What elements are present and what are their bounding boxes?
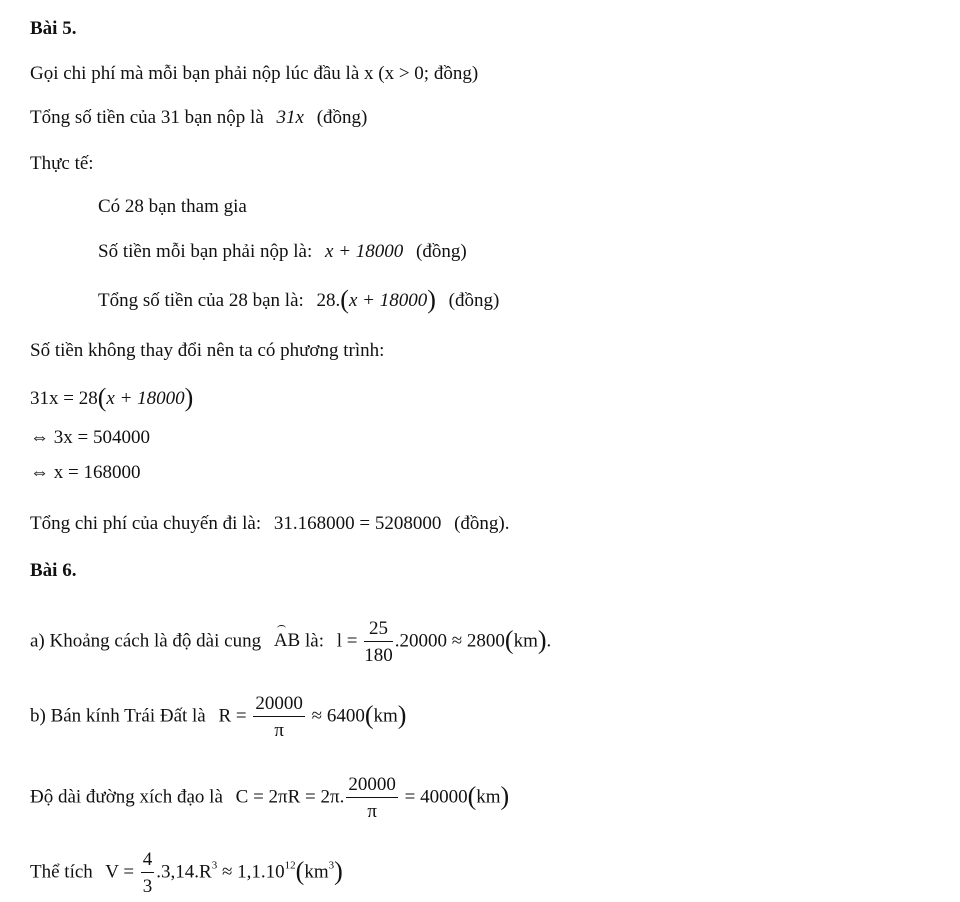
bai6-c-eq: C = 2πR = 2π. xyxy=(235,786,345,808)
bai5-equation-1-b: x + 18000 xyxy=(106,388,185,409)
bai6-a-l: l = xyxy=(336,630,358,652)
bai6-b-rest: ≈ 6400 xyxy=(311,705,365,727)
bai5-line-8-unit: (đồng). xyxy=(454,513,510,534)
fraction-25-180 xyxy=(364,619,393,665)
bai6-a-unit: km xyxy=(513,630,538,652)
close-paren: ) xyxy=(537,625,547,655)
bai6-a-text: a) Khoảng cách là độ dài cung xyxy=(30,630,262,652)
close-paren: ) xyxy=(397,700,407,730)
fraction-numerator: 4 xyxy=(141,850,155,873)
bai6-c-unit: km xyxy=(476,786,501,808)
bai6-part-c xyxy=(30,775,509,821)
open-paren: ( xyxy=(340,285,349,314)
fraction-denominator: π xyxy=(274,720,284,741)
bai5-heading: Bài 5. xyxy=(30,18,77,39)
bai6-part-b xyxy=(30,694,406,740)
bai5-line-6 xyxy=(98,285,500,314)
open-paren: ( xyxy=(364,700,374,730)
bai6-d-V: V = xyxy=(105,861,135,883)
bai5-line-5 xyxy=(98,240,467,264)
bai5-line-6-unit: (đồng) xyxy=(448,290,500,311)
bai5-line-6-text: Tổng số tiền của 28 bạn là: xyxy=(98,290,304,311)
fraction-numerator: 20000 xyxy=(253,694,305,717)
bai5-line-6-math-a: 28. xyxy=(316,290,341,311)
bai5-equation-1 xyxy=(30,383,194,412)
bai5-equation-1-a: 31x = 28 xyxy=(30,388,98,409)
open-paren: ( xyxy=(467,781,477,811)
bai5-line-5-unit: (đồng) xyxy=(416,241,467,262)
arc-ab: AB xyxy=(273,630,301,652)
close-paren: ) xyxy=(500,781,510,811)
bai6-part-d xyxy=(30,850,343,896)
bai5-line-2-unit: (đồng) xyxy=(316,107,368,128)
fraction-denominator: 180 xyxy=(364,645,393,666)
bai6-b-R: R = xyxy=(218,705,247,727)
bai5-line-7: Số tiền không thay đổi nên ta có phương trình: xyxy=(30,340,385,361)
exponent: 3 xyxy=(328,859,335,872)
bai5-line-2-math: 31x xyxy=(276,107,304,128)
fraction-denominator: π xyxy=(367,801,377,822)
bai6-d-approx: ≈ 1,1.10 xyxy=(221,861,285,883)
bai6-heading: Bài 6. xyxy=(30,560,77,581)
bai6-c-text: Độ dài đường xích đạo là xyxy=(30,786,223,808)
bai6-d-unit: km xyxy=(304,861,329,883)
bai5-equation-3: ⇔ x = 168000 xyxy=(30,462,141,483)
bai5-line-4: Có 28 bạn tham gia xyxy=(98,196,247,217)
bai6-a-rest: .20000 ≈ 2800 xyxy=(394,630,505,652)
bai5-line-2 xyxy=(30,106,367,130)
bai5-equation-2: ⇔ 3x = 504000 xyxy=(30,427,150,448)
bai5-line-5-text: Số tiền mỗi bạn phải nộp là: xyxy=(98,241,313,262)
bai6-d-rest: .3,14.R xyxy=(156,861,212,883)
bai5-line-5-math: x + 18000 xyxy=(325,241,404,262)
fraction-20000-pi xyxy=(346,775,398,821)
fraction-4-3 xyxy=(141,850,155,896)
open-paren: ( xyxy=(97,383,107,412)
close-paren: ) xyxy=(334,856,343,886)
close-paren: ) xyxy=(427,285,436,314)
bai5-line-1: Gọi chi phí mà mỗi bạn phải nộp lúc đầu là x (x > 0; đồng) xyxy=(30,63,479,84)
bai6-c-rest: = 40000 xyxy=(404,786,468,808)
close-paren: ) xyxy=(184,383,194,412)
bai5-line-2-text: Tổng số tiền của 31 bạn nộp là xyxy=(30,107,264,128)
exponent: 3 xyxy=(211,859,218,872)
bai5-line-8-text: Tổng chi phí của chuyến đi là: xyxy=(30,513,262,534)
open-paren: ( xyxy=(295,856,305,886)
fraction-numerator: 20000 xyxy=(346,775,398,798)
fraction-denominator: 3 xyxy=(142,876,153,897)
bai6-d-text: Thể tích xyxy=(30,861,93,883)
bai5-line-3: Thực tế: xyxy=(30,153,94,174)
exponent: 12 xyxy=(284,859,296,872)
fraction-20000-pi xyxy=(253,694,305,740)
bai6-a-la: là: xyxy=(304,630,324,652)
bai6-part-a: a) Khoảng cách là độ dài cung AB là: l = $\frac{25}{180}$ .20000 ≈ 2800(km). xyxy=(30,618,552,666)
bai5-line-8 xyxy=(30,512,509,536)
bai6-b-text: b) Bán kính Trái Đất là xyxy=(30,705,206,727)
open-paren: ( xyxy=(504,625,514,655)
bai6-b-unit: km xyxy=(373,705,398,727)
bai5-line-8-math: 31.168000 = 5208000 xyxy=(273,513,442,534)
bai5-line-6-math-b: x + 18000 xyxy=(348,290,428,311)
fraction-numerator: 25 xyxy=(364,619,393,642)
